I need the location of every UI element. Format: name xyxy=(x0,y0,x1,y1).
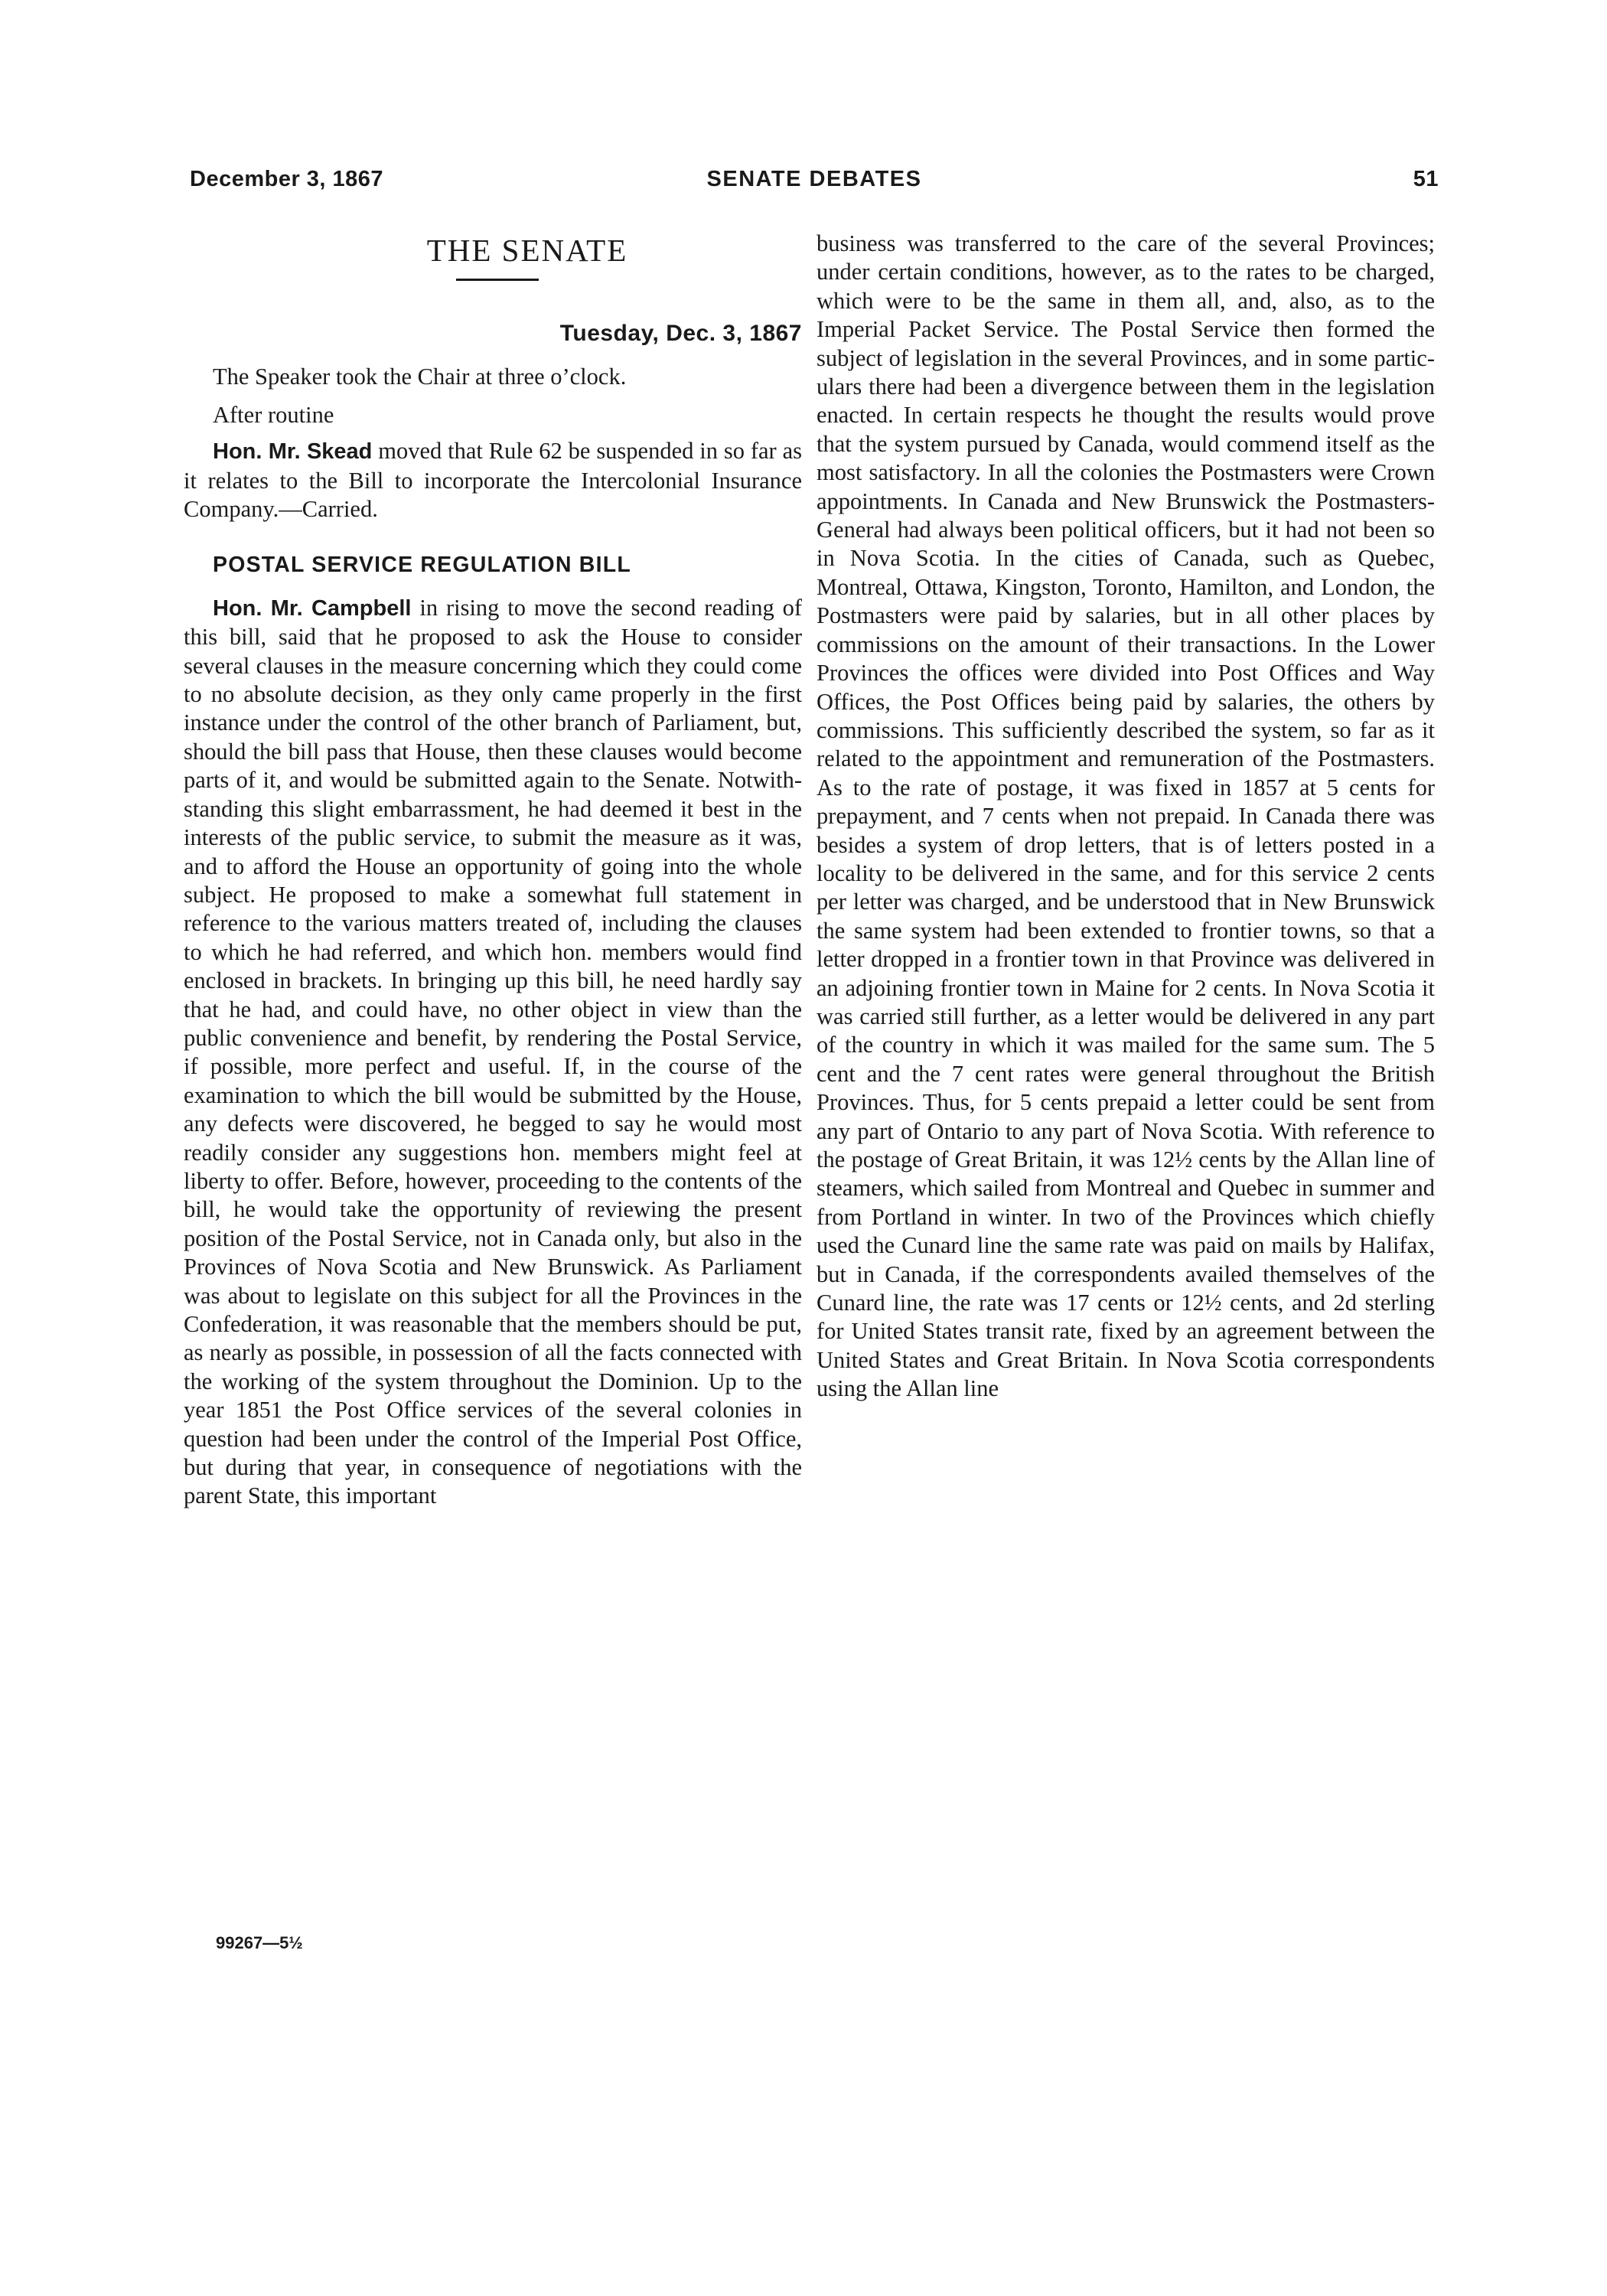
footer-code: 99267—5½ xyxy=(216,1933,303,1952)
paragraph-text: moved that Rule 62 be suspended in so far as it relates to the Bill to incorporate the Intercolonial Insurance Company.—Carried. xyxy=(184,438,802,523)
sitting-date: Tuesday, Dec. 3, 1867 xyxy=(559,321,802,346)
paragraph-text: in rising to move the second reading of this bill, said that he proposed to ask the House to consider several clauses in the measure concerning which they could come to no absolute decision, as they only came properly in the first instance under the control of the other branch of Parliament, but, should the bill pass that House, then these clauses would become parts of it, and would be submitted again to the Senate. Notwithstanding this slight embarrassment, he had deemed it best in the interests of the public service, to submit the measure as it was, and to afford the House an opportunity of going into the whole subject. He proposed to make a somewhat full statement in reference to the various matters treated of, including the clauses to which he had referred, and which hon. members would find enclosed in brackets. In bringing up this bill, he need hardly say that he had, and could have, no other object in view than the public convenience and benefit, by rendering the Postal Service, if possible, more perfect and useful. If, in the course of the examination to which the bill would be submitted by the House, any defects were discovered, he begged to say he would most readily consider any suggestions hon. members might feel at liberty to offer. Before, however, proceeding to the contents of the bill, he would take the opportunity of reviewing the present position of the Postal Service, not in Canada only, but also in the Provinces of Nova Scotia and New Brunswick. As Parliament was about to legislate on this subject for all the Provinces in the Confederation, it was reasonable that the members should be put, as nearly as possible, in possession of all the facts connected with the working of the system throughout the Dominion. Up to the year 1851 the Post Office services of the several colonies in question had been under the control of the Imperial Post Office, but during that year, in consequence of negotiations with the parent State, this important xyxy=(184,594,802,1509)
left-column xyxy=(184,230,802,1511)
right-column xyxy=(817,230,1435,1404)
header-date: December 3, 1867 xyxy=(190,167,384,191)
after-routine-paragraph: After routine xyxy=(213,401,334,428)
header-title: SENATE DEBATES xyxy=(706,167,922,191)
speaker-name: Hon. Mr. Campbell xyxy=(213,595,412,621)
campbell-speech-paragraph xyxy=(184,594,802,1511)
page-number: 51 xyxy=(1413,167,1439,191)
senate-title: THE SENATE xyxy=(426,233,628,268)
campbell-speech-continued: business was transferred to the care of the several Provinces; under certain conditions, however, as to the rates to be charged, which were to be the same in them all, and, also, as to the Imperial Packet Service. The Postal Service then formed the subject of legislation in the several Provinces, and in some particulars there had been a divergence between them in the legislation enacted. In certain respects he thought the results would prove that the system pursued by Canada, would commend itself as the most satisfactory. In all the colonies the Postmasters were Crown appointments. In Canada and New Brunswick the Postmasters-General had always been political officers, but it had not been so in Nova Scotia. In the cities of Canada, such as Quebec, Montreal, Ottawa, Kingston, Toronto, Hamilton, and London, the Postmasters were paid by salaries, but in all other places by commissions on the amount of their transactions. In the Lower Provinces the offices were divided into Post Offices and Way Offices, the Post Offices being paid by salaries, the others by commissions. This sufficiently described the system, so far as it related to the appointment and remuneration of the Postmasters. As to the rate of postage, it was fixed in 1857 at 5 cents for prepayment, and 7 cents when not prepaid. In Canada there was besides a system of drop letters, that is of letters posted in a locality to be delivered in the same, and for this service 2 cents per letter was charged, and be understood that in New Brunswick the same system had been extended to frontier towns, so that a letter dropped in a frontier town in that Province was delivered in an adjoining frontier town in Maine for 2 cents. In Nova Scotia it was carried still further, as a letter would be delivered in any part of the country in which it was mailed for the same sum. The 5 cent and the 7 cent rates were general throughout the British Provinces. Thus, for 5 cents prepaid a letter could be sent from any part of Ontario to any part of Nova Scotia. With reference to the postage of Great Britain, it was 12½ cents by the Allan line of steamers, which sailed from Montreal and Quebec in summer and from Portland in winter. In two of the Provinces which chiefly used the Cunard line the same rate was paid on mails by Halifax, but in Canada, if the correspondents availed themselves of the Cunard line, the rate was 17 cents or 12½ cents, and 2d sterling for United States transit rate, fixed by an agreement between the United States and Great Britain. In Nova Scotia correspondents using the Allan line xyxy=(817,230,1435,1402)
running-header xyxy=(190,167,1439,197)
skead-motion-paragraph xyxy=(184,437,802,523)
speaker-name: Hon. Mr. Skead xyxy=(213,439,373,465)
title-divider xyxy=(456,279,539,281)
opening-paragraph: The Speaker took the Chair at three o’clock. xyxy=(213,364,627,390)
section-heading: POSTAL SERVICE REGULATION BILL xyxy=(213,553,631,578)
